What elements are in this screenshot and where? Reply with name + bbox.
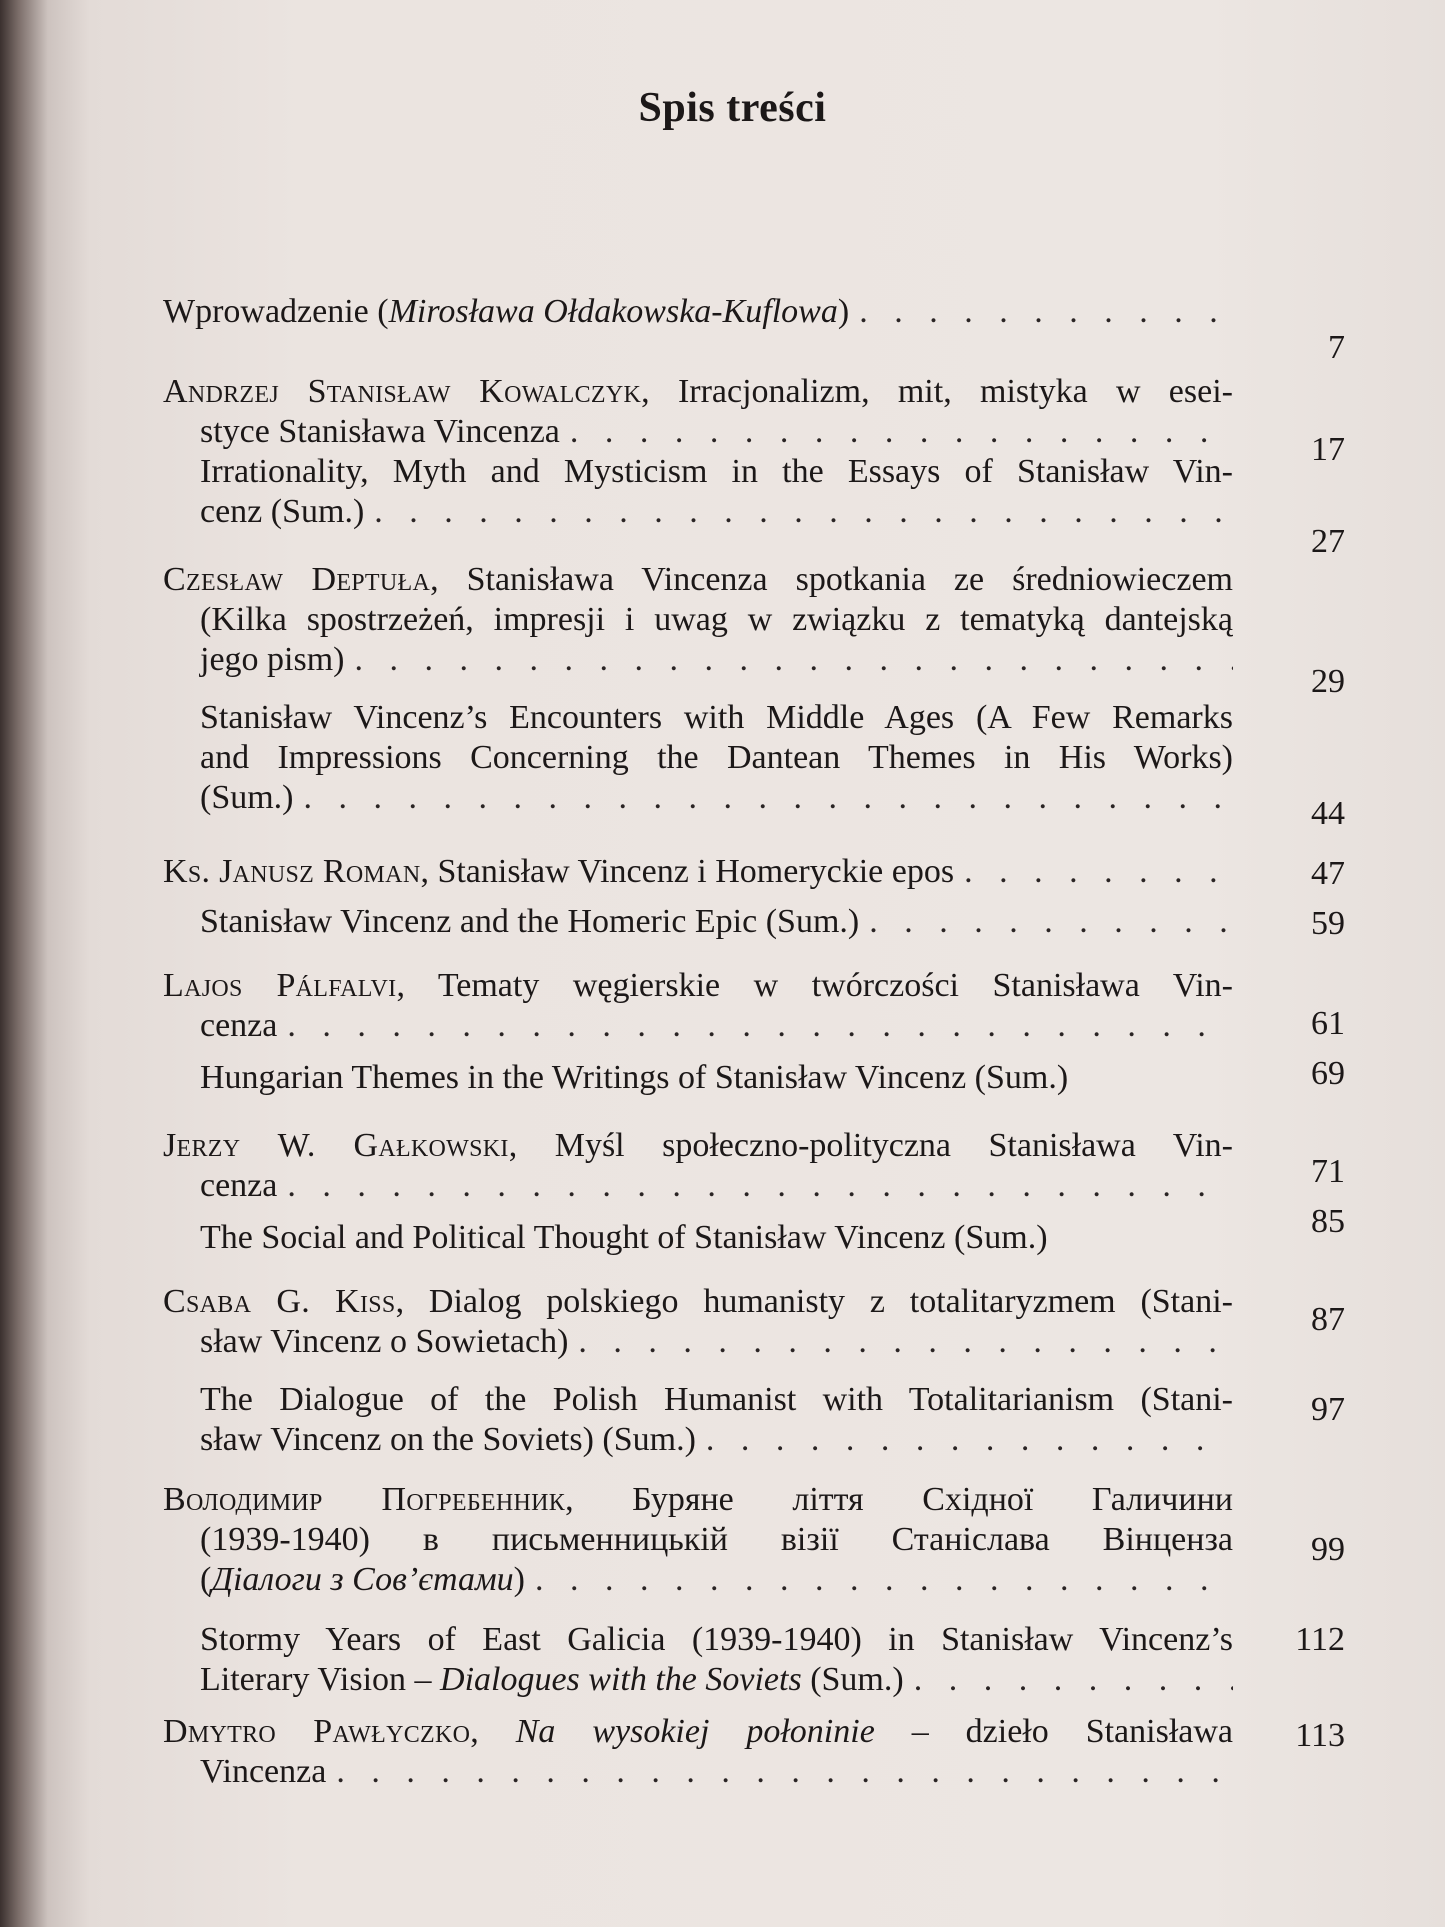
leader-dots <box>535 1560 1233 1600</box>
toc-entry[interactable] <box>200 1620 1233 1700</box>
entry-line: (Діалоги з Сов’єтами) . . . <box>163 1560 1233 1600</box>
leader-dots <box>354 640 1233 680</box>
leader-dots <box>336 1752 1233 1792</box>
page-number: 47 <box>1311 855 1345 892</box>
toc-entry[interactable] <box>200 1380 1233 1460</box>
entry-line: cenz (Sum.) . . . <box>200 492 1233 532</box>
leader-dots <box>570 412 1233 452</box>
page-title: Spis treści <box>638 85 827 131</box>
page-number: 7 <box>1328 329 1345 366</box>
editor-name: Mirosława Ołdakowska-Kuflowa <box>388 293 838 330</box>
author-name: Володимир Погребенник <box>163 1481 566 1518</box>
page-number: 59 <box>1311 905 1345 942</box>
entry-line: Dmytro Pawłyczko, Na wysokiej połoninie – dzieło Stanisława <box>163 1713 1233 1750</box>
entry-line: Czesław Deptuła, Stanisława Vincenza spotkania ze średniowieczem <box>163 561 1233 598</box>
page-number: 17 <box>1311 431 1345 468</box>
toc-entry[interactable] <box>163 372 1233 452</box>
entry-line: styce Stanisława Vincenza . . . <box>163 412 1233 452</box>
entry-line: Andrzej Stanisław Kowalczyk, Irracjonalizm, mit, mistyka w esei- <box>163 373 1233 410</box>
author-name: Czesław Deptuła <box>163 561 431 598</box>
italic-title: Na wysokiej połoninie <box>515 1713 875 1750</box>
toc-entry[interactable] <box>200 698 1233 818</box>
toc-entry[interactable] <box>200 902 1233 942</box>
italic-title: Dialogues with the Soviets <box>440 1661 802 1698</box>
toc-entry[interactable] <box>163 966 1233 1046</box>
page-number: 44 <box>1311 795 1345 832</box>
entry-line: and Impressions Concerning the Dantean Themes in His Works) <box>200 739 1233 776</box>
page-number: 97 <box>1311 1391 1345 1428</box>
leader-dots <box>304 778 1234 818</box>
entry-line: (Kilka spostrzeżeń, impresji i uwag w związku z tematyką dantejską <box>200 601 1233 638</box>
entry-line: Stormy Years of East Galicia (1939-1940) in Stanisław Vincenz’s <box>200 1621 1233 1658</box>
leader-dots <box>869 902 1233 942</box>
author-name: Ks. Janusz Roman <box>163 853 421 890</box>
toc-entry[interactable] <box>200 1218 1233 1258</box>
entry-line: Stanisław Vincenz’s Encounters with Middle Ages (A Few Remarks <box>200 699 1233 736</box>
entry-line: jego pism) . . . <box>163 640 1233 680</box>
entry-line: Stanisław Vincenz and the Homeric Epic (Sum.) . . . <box>200 902 1233 942</box>
entry-line: Irrationality, Myth and Mysticism in the Essays of Stanisław Vin- <box>200 453 1233 490</box>
entry-line: The Dialogue of the Polish Humanist with Totalitarianism (Stani- <box>200 1381 1233 1418</box>
page-number: 71 <box>1311 1153 1345 1190</box>
toc-entry[interactable] <box>200 452 1233 532</box>
entry-line: Literary Vision – Dialogues with the Soviets (Sum.) . . . <box>200 1660 1233 1700</box>
entry-text: Wprowadzenie (Mirosława Ołdakowska-Kuflowa) <box>163 293 850 330</box>
leader-dots <box>964 852 1233 892</box>
entry-line: Hungarian Themes in the Writings of Stanisław Vincenz (Sum.) <box>200 1059 1069 1096</box>
entry-line: The Social and Political Thought of Stanisław Vincenz (Sum.) <box>200 1219 1048 1256</box>
page-number: 87 <box>1311 1301 1345 1338</box>
author-name: Jerzy W. Gałkowski <box>163 1127 509 1164</box>
author-name: Lajos Pálfalvi <box>163 967 397 1004</box>
page-number: 29 <box>1311 663 1345 700</box>
entry-line: sław Vincenz on the Soviets) (Sum.) . . . <box>200 1420 1233 1460</box>
page-number: 112 <box>1295 1621 1345 1658</box>
leader-dots <box>374 492 1233 532</box>
toc-entry[interactable] <box>163 1712 1233 1792</box>
leader-dots <box>287 1166 1233 1206</box>
page-number: 69 <box>1311 1055 1345 1092</box>
leader-dots <box>706 1420 1233 1460</box>
entry-line: Csaba G. Kiss, Dialog polskiego humanisty z totalitaryzmem (Stani- <box>163 1283 1233 1320</box>
toc-entry[interactable] <box>163 1480 1233 1600</box>
page-number: 61 <box>1311 1005 1345 1042</box>
entry-line: Lajos Pálfalvi, Tematy węgierskie w twórczości Stanisława Vin- <box>163 967 1233 1004</box>
entry-line: cenza . . . <box>163 1006 1233 1046</box>
entry-line: (1939-1940) в письменницькій візії Станіслава Вінценза <box>200 1521 1233 1558</box>
leader-dots <box>287 1006 1233 1046</box>
entry-line: Ks. Janusz Roman, Stanisław Vincenz i Homeryckie epos . . . <box>163 852 1233 892</box>
entry-line: Jerzy W. Gałkowski, Myśl społeczno-polityczna Stanisława Vin- <box>163 1127 1233 1164</box>
toc-entry[interactable] <box>163 560 1233 680</box>
page-number: 99 <box>1311 1531 1345 1568</box>
toc-entry[interactable] <box>163 292 1233 332</box>
entry-line: Володимир Погребенник, Буряне ліття Східної Галичини <box>163 1481 1233 1518</box>
author-name: Csaba G. Kiss <box>163 1283 396 1320</box>
leader-dots <box>859 292 1233 332</box>
toc-entry[interactable] <box>163 1126 1233 1206</box>
entry-line: (Sum.) . . . <box>200 778 1233 818</box>
entry-line: sław Vincenz o Sowietach) . . . <box>163 1322 1233 1362</box>
entry-line: Vincenza . . . <box>163 1752 1233 1792</box>
author-name: Andrzej Stanisław Kowalczyk <box>163 373 642 410</box>
author-name: Dmytro Pawłyczko <box>163 1713 471 1750</box>
entry-line <box>163 292 1233 332</box>
leader-dots <box>578 1322 1233 1362</box>
toc-entry[interactable] <box>163 852 1233 892</box>
entry-line: cenza . . . <box>163 1166 1233 1206</box>
toc-entry[interactable] <box>163 1282 1233 1362</box>
toc-entry[interactable] <box>200 1058 1233 1098</box>
page-number: 113 <box>1295 1717 1345 1754</box>
page-number: 27 <box>1311 523 1345 560</box>
italic-title: Діалоги з Сов’єтами <box>211 1561 514 1598</box>
leader-dots <box>914 1660 1233 1700</box>
page-number: 85 <box>1311 1203 1345 1240</box>
